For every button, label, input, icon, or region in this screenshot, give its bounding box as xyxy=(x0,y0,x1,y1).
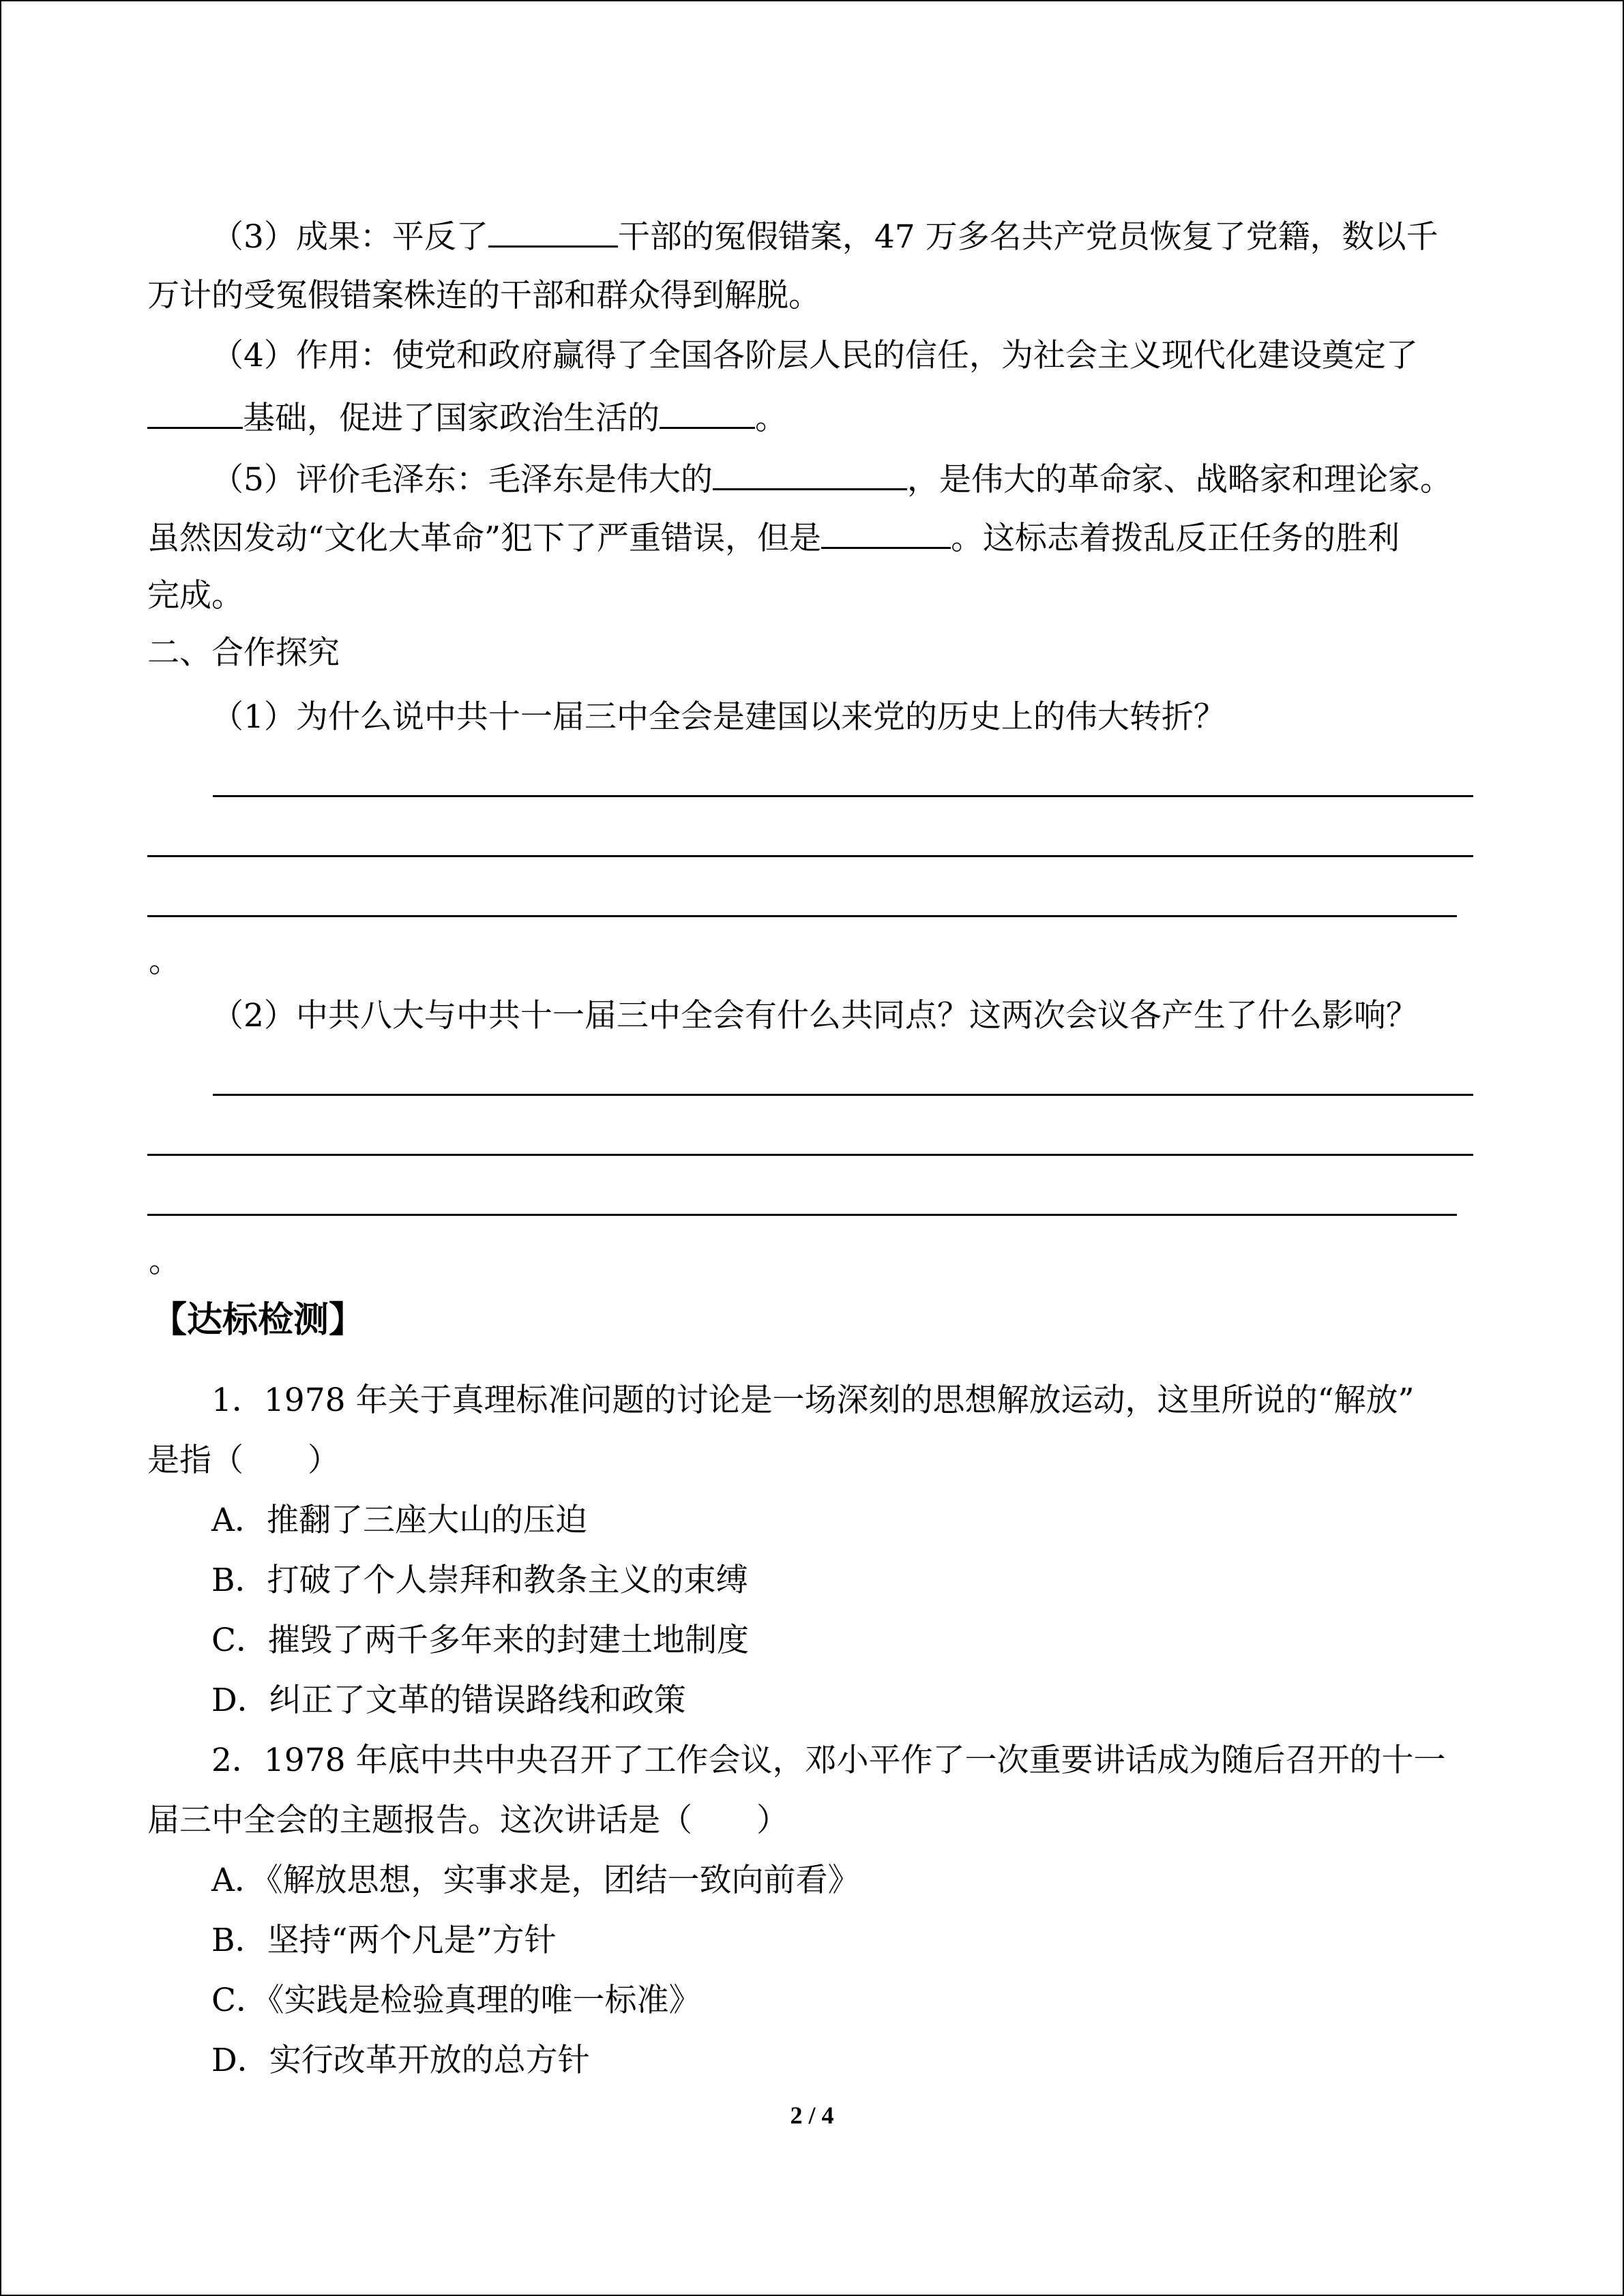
section2-title: 二、合作探究 xyxy=(147,634,340,672)
item5-prefix: （5）评价毛泽东：毛泽东是伟大的 xyxy=(211,461,713,498)
item5-line2 xyxy=(147,517,1400,558)
test-q1-option-a[interactable]: A．推翻了三座大山的压迫 xyxy=(211,1502,587,1539)
item4-end: 。 xyxy=(755,400,787,437)
item5-line2-prefix: 虽然因发动“文化大革命”犯下了严重错误，但是 xyxy=(147,520,822,557)
answer-line-q1-2[interactable] xyxy=(147,855,1473,857)
test-q2-option-d[interactable]: D．实行改革开放的总方针 xyxy=(211,2042,590,2079)
test-q1-option-b[interactable]: B．打破了个人崇拜和教条主义的束缚 xyxy=(211,1562,748,1599)
answer-line-q2-3[interactable] xyxy=(147,1214,1457,1216)
item3-line1 xyxy=(211,215,1438,256)
item5-suffix: ，是伟大的革命家、战略家和理论家。 xyxy=(906,461,1452,498)
section2-question1: （1）为什么说中共十一届三中全会是建国以来党的历史上的伟大转折？ xyxy=(211,698,1226,736)
item4-line2 xyxy=(147,397,787,438)
q2-end-period: 。 xyxy=(149,1242,181,1280)
test-heading: 【达标检测】 xyxy=(151,1300,365,1341)
item5-line3: 完成。 xyxy=(147,577,243,614)
test-q2-option-b[interactable]: B．坚持“两个凡是”方针 xyxy=(211,1922,557,1959)
answer-line-q1-1[interactable] xyxy=(213,795,1473,797)
answer-line-q2-1[interactable] xyxy=(213,1094,1473,1096)
test-q2-option-a[interactable]: A．《解放思想，实事求是，团结一致向前看》 xyxy=(211,1862,860,1899)
section2-question2: （2）中共八大与中共十一届三中全会有什么共同点？这两次会议各产生了什么影响？ xyxy=(211,997,1418,1034)
test-q1-option-c[interactable]: C．摧毁了两千多年来的封建土地制度 xyxy=(211,1622,749,1659)
test-q2-option-c[interactable]: C．《实践是检验真理的唯一标准》 xyxy=(211,1982,701,2019)
test-q2-line2: 届三中全会的主题报告。这次讲话是（ ） xyxy=(147,1802,788,1839)
item4-mid: 基础，促进了国家政治生活的 xyxy=(243,400,660,437)
q1-end-period: 。 xyxy=(149,942,181,980)
blank-item5-merits[interactable] xyxy=(821,517,951,549)
test-q1-line1: 1．1978 年关于真理标准问题的讨论是一场深刻的思想解放运动，这里所说的“解放” xyxy=(211,1382,1415,1419)
item3-line2: 万计的受冤假错案株连的干部和群众得到解脱。 xyxy=(147,277,821,314)
item5-line2-suffix: 。这标志着拨乱反正任务的胜利 xyxy=(951,520,1400,557)
blank-item4-political-life[interactable] xyxy=(660,397,755,429)
answer-line-q2-2[interactable] xyxy=(147,1154,1473,1156)
answer-line-q1-3[interactable] xyxy=(147,915,1457,917)
test-q1-option-d[interactable]: D．纠正了文革的错误路线和政策 xyxy=(211,1682,686,1719)
test-q1-line2: 是指（ ） xyxy=(147,1442,340,1479)
item3-prefix: （3）成果：平反了 xyxy=(211,218,488,256)
blank-item5-evaluation[interactable] xyxy=(713,458,907,490)
item4-line1: （4）作用：使党和政府赢得了全国各阶层人民的信任，为社会主义现代化建设奠定了 xyxy=(211,337,1418,374)
item5-line1 xyxy=(211,458,1452,499)
test-q2-line1: 2．1978 年底中共中央召开了工作会议，邓小平作了一次重要讲话成为随后召开的十一 xyxy=(211,1742,1446,1779)
blank-item4-foundation[interactable] xyxy=(147,397,243,429)
blank-item3-cadres[interactable] xyxy=(488,215,618,248)
page-number: 2 / 4 xyxy=(790,2102,834,2129)
item3-suffix: 干部的冤假错案，47 万多名共产党员恢复了党籍，数以千 xyxy=(617,218,1438,256)
